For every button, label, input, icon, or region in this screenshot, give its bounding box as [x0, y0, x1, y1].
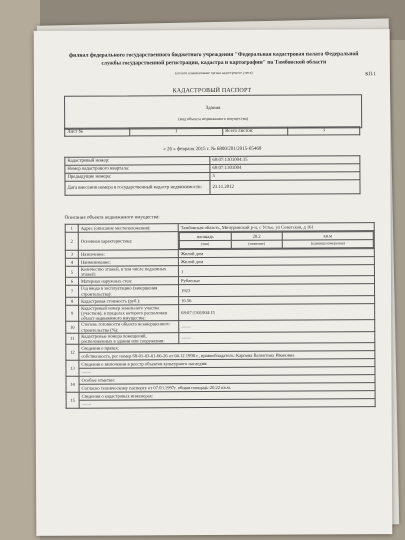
- row-value: ——: [179, 331, 375, 343]
- row-value: Рубленые: [178, 276, 374, 285]
- row-number: 4: [65, 258, 78, 266]
- row-value: собственность, рег номер 68-01-03-01-66-26 от 04.12.1998 г., правообладатель: Карпова Валентина Ивановна: [79, 351, 375, 361]
- header-note: (полное наименование органа кадастрового учета): [175, 70, 253, 76]
- row-value: ——: [179, 320, 375, 332]
- table-row: [66, 399, 375, 409]
- row-label: Особые отметки:: [79, 375, 375, 385]
- row-number: 8: [66, 297, 79, 305]
- object-type-box: [64, 94, 362, 130]
- header-line-2: службы государственной регистрации, кадастра и картографии" по Тамбовской области: [101, 59, 327, 67]
- characteristic-value: 20.2: [231, 232, 282, 240]
- row-number: 11: [66, 333, 79, 344]
- sheet-label: Лист №: [65, 128, 130, 136]
- description-heading: Описание объекта недвижимого имущества:: [64, 215, 160, 221]
- row-value: 16.56: [179, 295, 375, 304]
- row-value: 68:07:1301004:15: [179, 303, 375, 321]
- row-number: 5: [65, 266, 78, 277]
- row-number: 6: [65, 278, 78, 286]
- row-value: Жилой дом: [178, 257, 374, 266]
- sheet-number: 1: [130, 127, 223, 135]
- row-number: 10: [66, 322, 79, 333]
- row-number: 12: [66, 344, 79, 360]
- info-label: Кадастровый номер:: [65, 157, 210, 166]
- characteristic-type-note: (тип): [179, 240, 231, 248]
- characteristic-cell: [178, 231, 374, 250]
- row-value: Согласно техническому паспорту от 07.03.1997г. общая площадь-20.22 кв.м.: [79, 383, 375, 393]
- table-row: [66, 303, 375, 321]
- object-description-table: [65, 222, 376, 409]
- info-value: 23.11.2012: [210, 180, 360, 195]
- total-sheets-label: Всего листов:: [223, 127, 288, 135]
- row-label: Материал наружных стен:: [78, 277, 178, 286]
- row-number: 7: [66, 286, 79, 297]
- row-number: 13: [66, 360, 79, 376]
- row-label: Степень готовности объекта незавершенного строительства (%):: [79, 321, 179, 333]
- row-label: Сведения о включении в реестр объектов культурного наследия:: [79, 359, 375, 369]
- characteristic-table: [179, 231, 374, 249]
- row-label: Наименование:: [78, 258, 178, 267]
- row-number: 15: [66, 392, 79, 408]
- row-number: 1: [65, 224, 78, 232]
- row-value: ——: [79, 399, 375, 409]
- header-line-1: филиал федерального государственного бюджетного учреждения "Федеральная кадастровая палата Федеральной: [69, 51, 359, 59]
- row-value: Тамбовская область, Мичуринский р-н, с Устье, ул Советская, д 161: [178, 223, 374, 232]
- form-code: КП.1: [365, 72, 376, 78]
- characteristic-value-note: (значение): [231, 240, 282, 248]
- info-value: 68:07:1301004:35: [210, 156, 360, 165]
- characteristic-unit-note: (единица измерения): [282, 240, 373, 248]
- table-row: [65, 231, 374, 251]
- row-label: Количество этажей, в том числе подземных этажей:: [78, 266, 178, 278]
- date-line: « 26 » февраля 2015 г. № 6800/201/2015-65468: [163, 146, 262, 153]
- cadastral-info-table: [64, 155, 360, 196]
- row-label: Назначение:: [78, 250, 178, 259]
- row-label: Сведения о правах:: [79, 343, 375, 353]
- info-label: Предыдущие номера:: [65, 173, 210, 182]
- row-label: Сведения о кадастровых инженерах:: [79, 391, 375, 401]
- row-value: ——: [79, 367, 375, 377]
- row-number: 9: [66, 305, 79, 322]
- row-value: 1: [178, 265, 374, 277]
- document-title: КАДАСТРОВЫЙ ПАСПОРТ: [172, 87, 252, 95]
- row-number: 2: [65, 232, 78, 250]
- info-value: 5: [210, 172, 360, 181]
- row-label: Кадастровая стоимость (руб.):: [79, 296, 179, 305]
- document-sheet: [34, 29, 393, 536]
- characteristic-unit: кв.м: [282, 232, 373, 240]
- row-label: Кадастровые номера помещений, расположенных в здании или сооружении:: [79, 333, 179, 345]
- row-number: 3: [65, 250, 78, 258]
- characteristic-type: площадь: [179, 232, 231, 240]
- sheet-count-table: [64, 126, 360, 137]
- object-type: Здания: [205, 105, 221, 112]
- info-value: 68:07:1301004: [210, 164, 360, 173]
- row-label: Кадастровый номер земельного участка (участков), в пределах которого расположен объект недвижимого имущества:: [79, 304, 179, 321]
- info-label: Дата внесения номера в государственный кадастр недвижимости:: [65, 181, 210, 196]
- total-sheets-value: 3: [288, 127, 360, 135]
- row-number: 14: [66, 376, 79, 392]
- info-label: Номер кадастрового квартала:: [65, 165, 210, 174]
- row-value: 1923: [179, 284, 375, 296]
- object-type-note: (вид объекта недвижимого имущества): [178, 115, 249, 122]
- row-value: Жилой дом: [178, 249, 374, 258]
- row-label: Год ввода в эксплуатацию (завершения строительства):: [79, 285, 179, 297]
- info-row: [65, 180, 360, 196]
- row-label: Основная характеристика:: [78, 232, 178, 251]
- row-label: Адрес (описание местоположения):: [78, 224, 178, 233]
